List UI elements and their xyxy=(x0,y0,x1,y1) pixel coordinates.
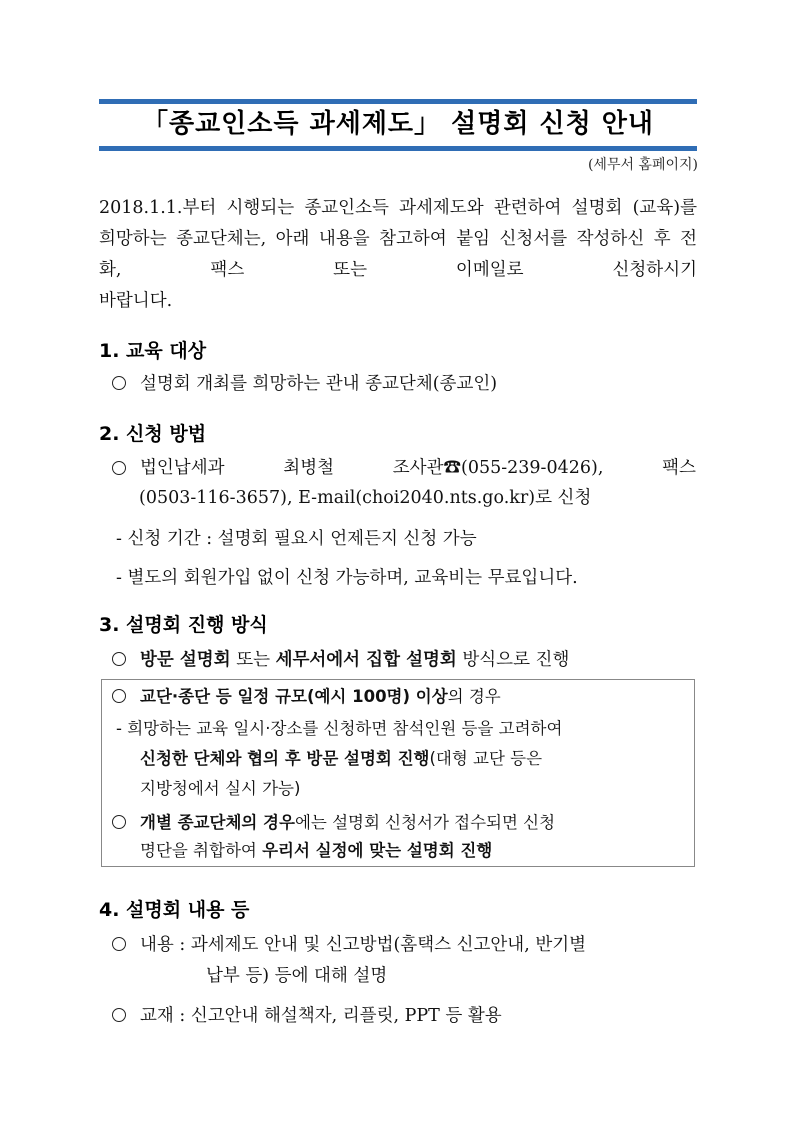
box-item-2-line-2 xyxy=(140,836,492,866)
section-3-box xyxy=(101,679,695,867)
box-dash-line-2-bold: 신청한 단체와 협의 후 방문 설명회 진행 xyxy=(140,749,430,768)
section-2-contact xyxy=(112,453,697,513)
intro-line-2: (교육)를 희망하는 종교단체는, 아래 내용을 참고하여 붙임 xyxy=(99,198,697,249)
contact-fax-label: 팩스 xyxy=(662,458,696,478)
section-2-dash-2: - 별도의 회원가입 없이 신청 가능하며, 교육비는 무료입니다. xyxy=(116,568,578,588)
contact-phone: 조사관☎(055-239-0426), xyxy=(392,458,604,478)
box-item-1 xyxy=(112,682,501,712)
section-1-item xyxy=(112,369,497,399)
section-4-item-1-line-1: 내용 : 과세제도 안내 및 신고방법(홈택스 신고안내, 반기별 xyxy=(140,935,587,955)
section-4-heading: 4. 설명회 내용 등 xyxy=(99,899,250,921)
title-block xyxy=(99,99,697,151)
section-3-group: 세무서에서 집합 설명회 xyxy=(275,650,457,670)
intro-line-1: 2018.1.1.부터 시행되는 종교인소득 과세제도와 관련하여 설명회 xyxy=(99,198,623,218)
circle-bullet-icon xyxy=(112,815,126,829)
section-2-heading: 2. 신청 방법 xyxy=(99,423,207,445)
circle-bullet-icon xyxy=(112,652,126,666)
circle-bullet-icon xyxy=(112,1008,126,1022)
box-dash-line-1: - 희망하는 교육 일시·장소를 신청하면 참석인원 등을 고려하여 xyxy=(116,719,563,738)
box-dash-line-2 xyxy=(140,744,542,774)
box-item-1-bold: 교단·종단 등 일정 규모(예시 100명) 이상 xyxy=(140,687,448,706)
contact-line-2: (0503-116-3657), E-mail(choi2040.nts.go.kr)로 신청 xyxy=(139,488,592,508)
contact-name: 최병철 xyxy=(283,458,335,478)
section-4-item-1-line-2: 납부 등) 등에 대해 설명 xyxy=(206,966,388,986)
section-3-visit: 방문 설명회 xyxy=(140,650,231,670)
section-3-heading: 3. 설명회 진행 방식 xyxy=(99,614,268,636)
section-2-dash-1: - 신청 기간 : 설명회 필요시 언제든지 신청 가능 xyxy=(116,529,477,549)
section-3-or: 또는 xyxy=(230,650,276,670)
section-4-item-2 xyxy=(112,1001,502,1031)
section-3-item xyxy=(112,645,569,675)
circle-bullet-icon xyxy=(112,689,126,703)
circle-bullet-icon xyxy=(112,376,126,390)
box-item-2-text: 에는 설명회 신청서가 접수되면 신청 xyxy=(294,813,556,832)
box-item-2 xyxy=(112,808,555,838)
contact-dept: 법인납세과 xyxy=(140,458,225,478)
intro-paragraph xyxy=(99,193,697,317)
section-1-item-text: 설명회 개최를 희망하는 관내 종교단체(종교인) xyxy=(140,374,498,394)
box-item-2-bold: 개별 종교단체의 경우 xyxy=(140,813,295,832)
title-rule-bottom xyxy=(99,146,697,151)
section-4-item-1 xyxy=(112,930,586,960)
box-item-2-line-2-bold: 우리서 실정에 맞는 설명회 진행 xyxy=(262,841,493,860)
section-1-heading: 1. 교육 대상 xyxy=(99,340,207,362)
intro-line-4: 바랍니다. xyxy=(99,291,173,311)
circle-bullet-icon xyxy=(112,461,126,475)
source-note: (세무서 홈페이지) xyxy=(587,157,698,173)
box-item-1-text: 의 경우 xyxy=(447,687,501,706)
box-item-2-line-2-text: 명단을 취합하여 xyxy=(140,841,263,860)
box-dash-line-2-text: (대형 교단 등은 xyxy=(429,749,543,768)
intro-line-3: 신청서를 작성하신 후 전화, 팩스 또는 이메일로 신청하시기 xyxy=(99,229,697,280)
box-dash-line-3: 지방청에서 실시 가능) xyxy=(140,779,301,798)
page-title: 「종교인소득 과세제도」 설명회 신청 안내 xyxy=(141,109,655,139)
circle-bullet-icon xyxy=(112,937,126,951)
section-3-method: 방식으로 진행 xyxy=(456,650,570,670)
section-4-item-2-text: 교재 : 신고안내 해설책자, 리플릿, PPT 등 활용 xyxy=(140,1006,502,1026)
